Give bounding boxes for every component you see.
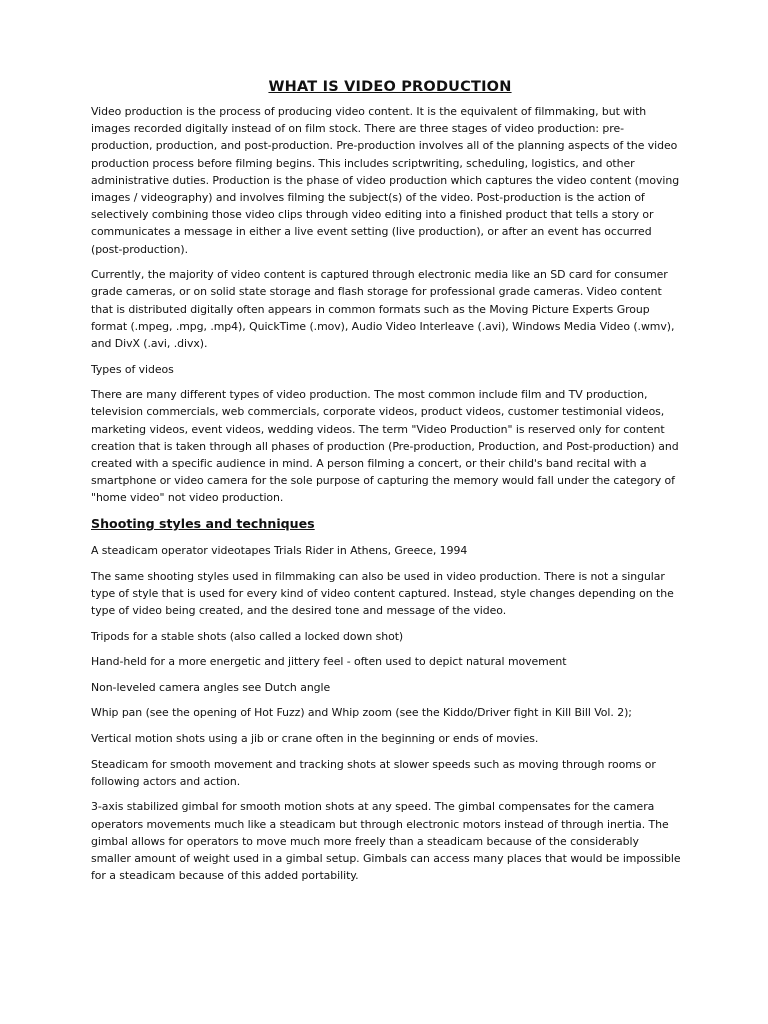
page-title: WHAT IS VIDEO PRODUCTION [268,79,512,95]
technique-item-tripods: Tripods for a stable shots (also called a locked down shot) [91,629,404,643]
technique-item-gimbal: 3-axis stabilized gimbal for smooth motion shots at any speed. The gimbal compensates for the camera operators movements much like a steadicam but through electronic motors instead of through inertia. The gimbal allows for operators to move much more freely than a steadicam because of the considerably smaller amount of weight used in a gimbal setup. Gimbals can access many places that would be impossible for a steadicam because of this added portability. [91,800,681,883]
styles-paragraph: The same shooting styles used in filmmaking can also be used in video production. There is not a singular type of style that is used for every kind of video content captured. Instead, style changes depending on the type of video being created, and the desired tone and message of the video. [91,569,674,618]
types-label: Types of videos [91,362,174,376]
document-page [91,79,681,893]
technique-item-dutch-angle: Non-leveled camera angles see Dutch angle [91,680,331,694]
intro-paragraph: Video production is the process of producing video content. It is the equivalent of filmmaking, but with images recorded digitally instead of on film stock. There are three stages of video production: pre-production, production, and post-production. Pre-production involves all of the planning aspects of the video production process before filming begins. This includes scriptwriting, scheduling, logistics, and other administrative duties. Production is the phase of video production which captures the video content (moving images / videography) and involves filming the subject(s) of the video. Post-production is the action of selectively combining those video clips through video editing into a finished product that tells a story or communicates a message in either a live event setting (live production), or after an event has occurred (post-production). [91,105,680,256]
technique-item-vertical-motion: Vertical motion shots using a jib or crane often in the beginning or ends of movies. [91,732,539,745]
types-paragraph: There are many different types of video production. The most common include film and TV production, television commercials, web commercials, corporate videos, product videos, customer testimonial videos, marketing videos, event videos, wedding videos. The term "Video Production" is reserved only for content creation that is taken through all phases of production (Pre-production, Production, and Post-production) and created with a specific audience in mind. A person filming a concert, or their child's band recital with a smartphone or video camera for the sole purpose of capturing the memory would fall under the category of "home video" not video production. [91,388,679,505]
technique-item-hand-held: Hand-held for a more energetic and jittery feel - often used to depict natural movement [91,655,567,669]
technique-item-whip-pan: Whip pan (see the opening of Hot Fuzz) and Whip zoom (see the Kiddo/Driver fight in Kill Bill Vol. 2); [91,706,632,720]
section-heading-shooting-styles: Shooting styles and techniques [91,516,315,532]
steadicam-caption: A steadicam operator videotapes Trials Rider in Athens, Greece, 1994 [91,544,468,558]
technique-item-steadicam: Steadicam for smooth movement and tracking shots at slower speeds such as moving through rooms or following actors and action. [91,757,656,788]
formats-paragraph: Currently, the majority of video content is captured through electronic media like an SD card for consumer grade cameras, or on solid state storage and flash storage for professional grade cameras. Video content that is distributed digitally often appears in common formats such as the Moving Picture Experts Group format (.mpeg, .mpg, .mp4), QuickTime (.mov), Audio Video Interleave (.avi), Windows Media Video (.wmv), and DivX (.avi, .divx). [91,268,675,351]
